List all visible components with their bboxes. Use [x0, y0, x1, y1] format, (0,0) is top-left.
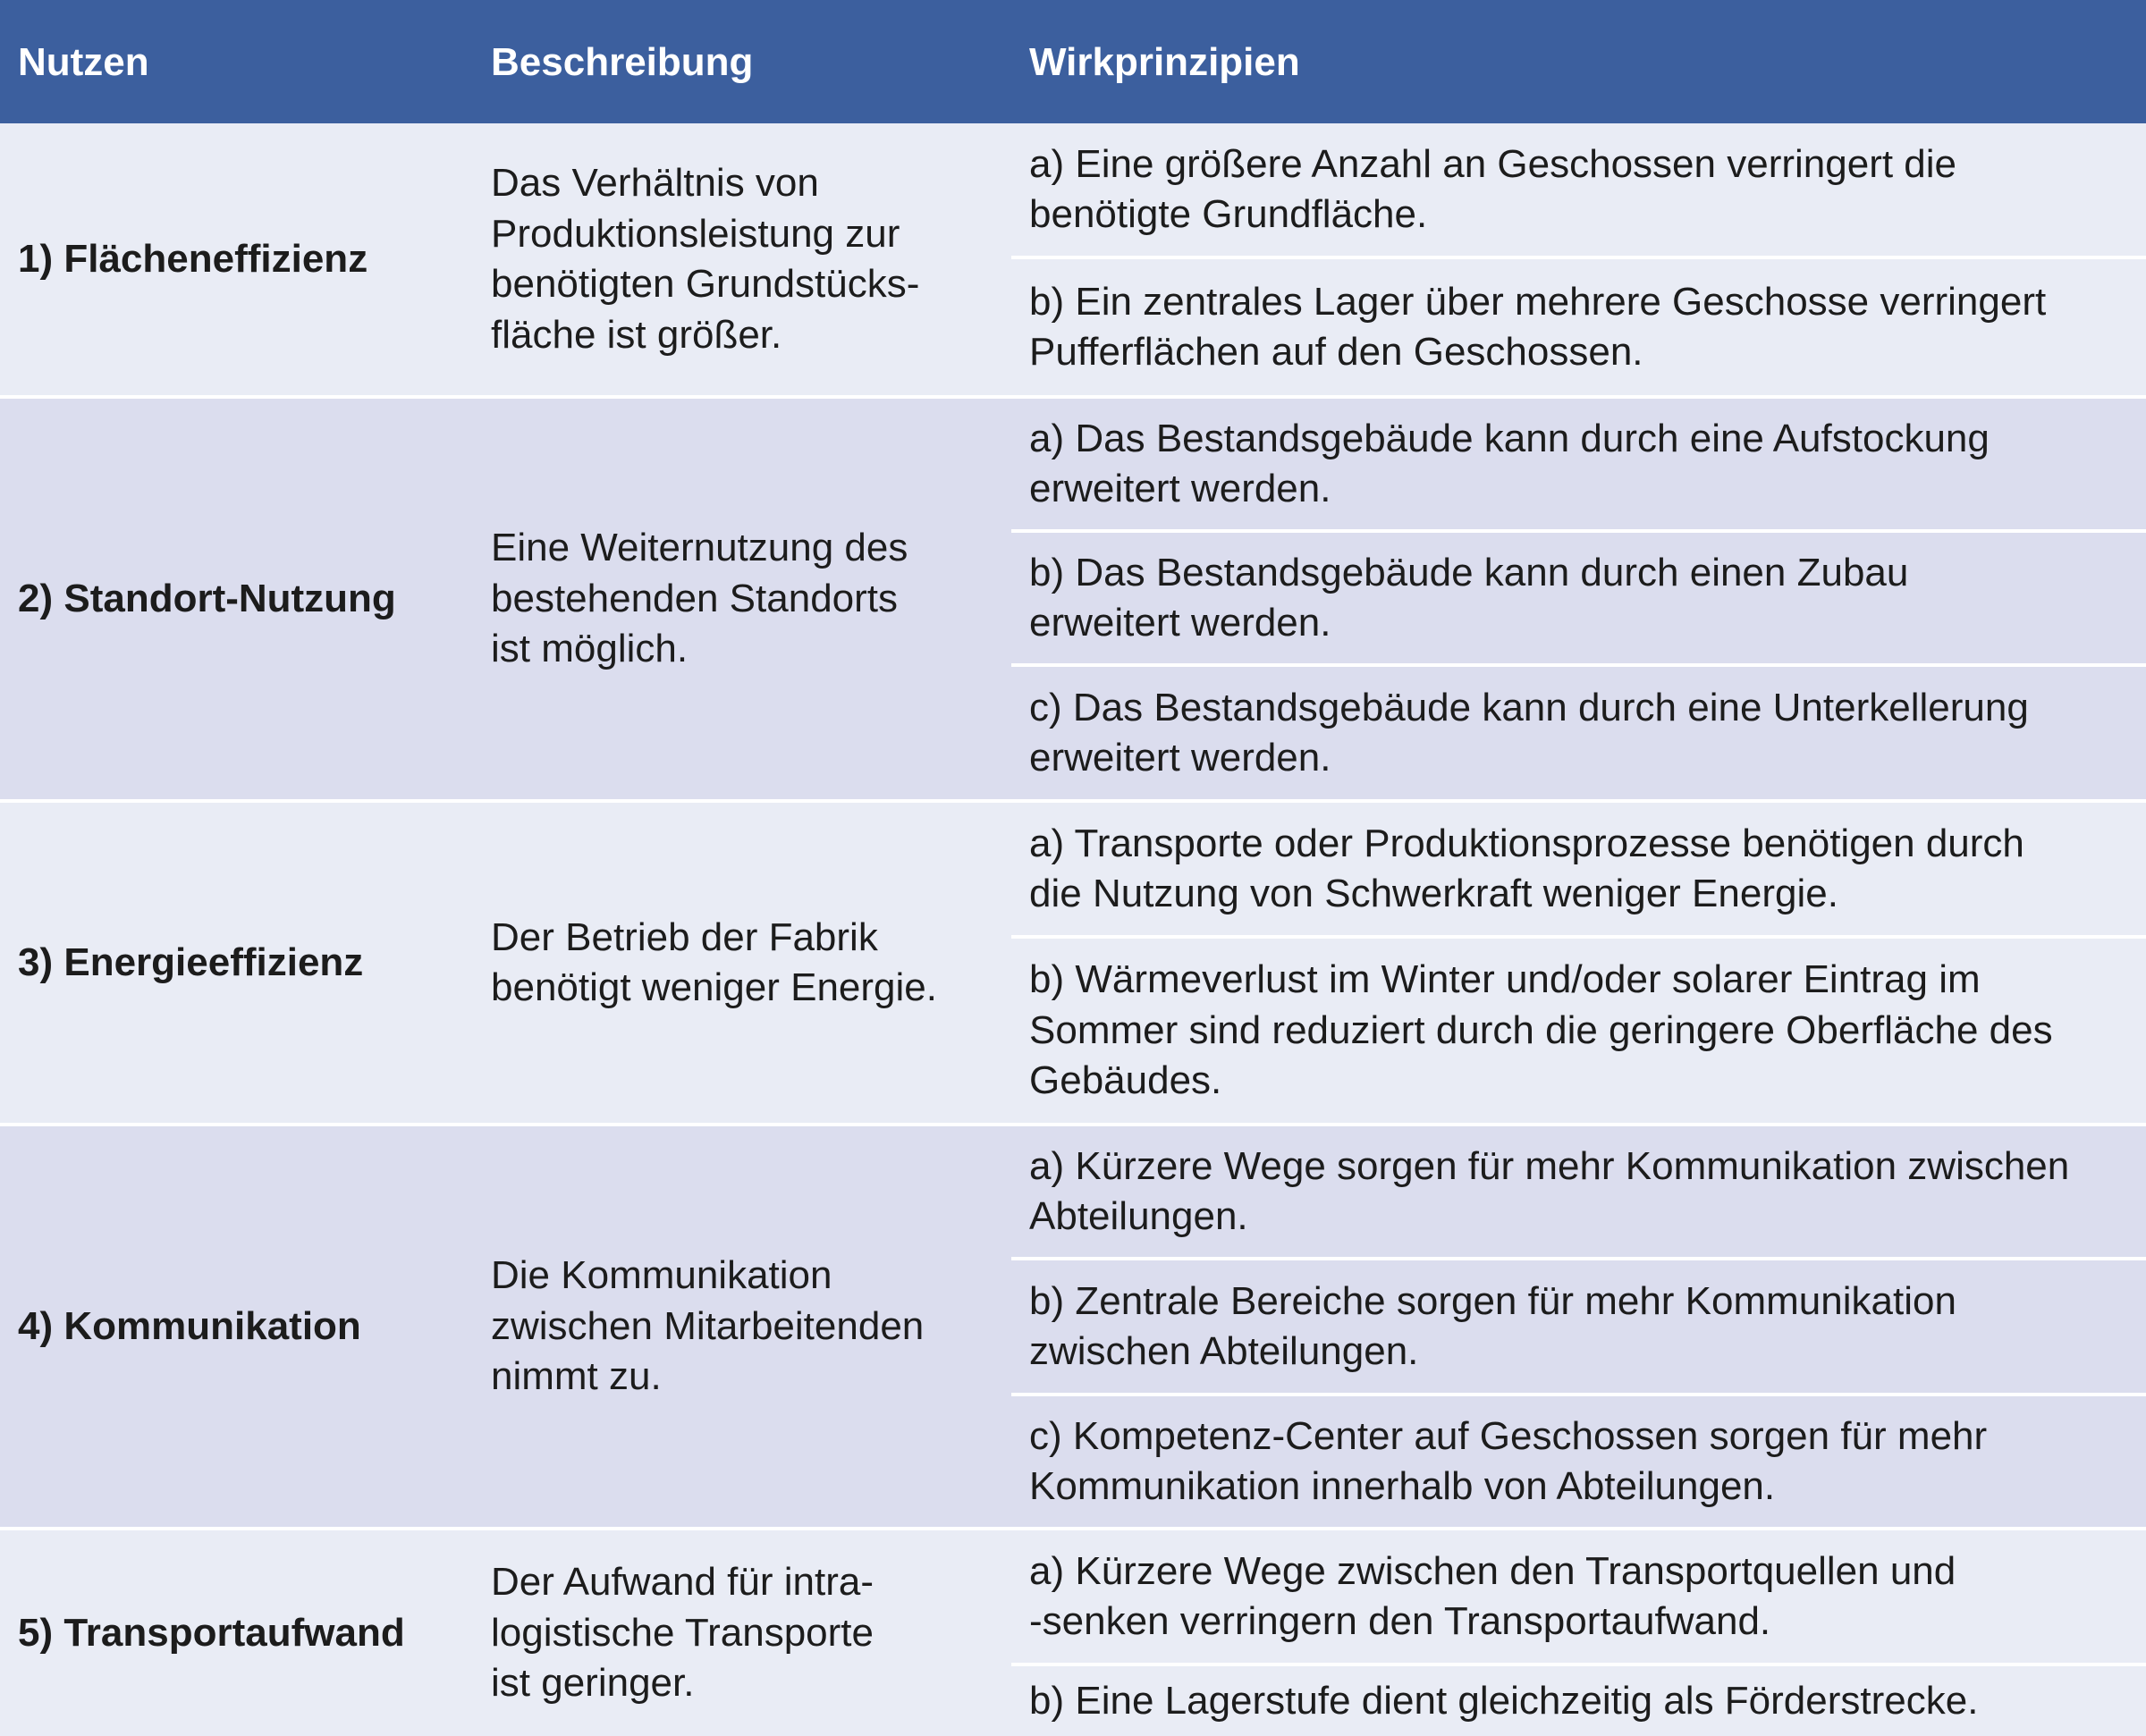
principle-text: a) Transporte oder Produktionsprozesse benötigen durch die Nutzung von Schwerkraft weniger Energie. — [1029, 821, 2024, 915]
table-header — [0, 0, 2146, 123]
benefit-description — [491, 123, 974, 395]
principle-cell — [1011, 1666, 2146, 1736]
principle-cell — [1011, 939, 2146, 1123]
principle-text: a) Eine größere Anzahl an Geschossen verringert die benötigte Grundfläche. — [1029, 141, 1957, 236]
principle-cell — [1011, 123, 2146, 256]
principle-text: b) Das Bestandsgebäude kann durch einen Zubau erweitert werden. — [1029, 550, 1909, 645]
principle-cell — [1011, 1126, 2146, 1257]
header-beschreibung: Beschreibung — [491, 40, 754, 84]
description-text: Der Aufwand für intra- logistische Transporte ist geringer. — [491, 1560, 874, 1706]
benefit-label: 1) Flächeneffizienz — [18, 237, 368, 281]
principle-cell — [1011, 533, 2146, 663]
benefit-label: 4) Kommunikation — [18, 1304, 361, 1348]
principle-text: a) Das Bestandsgebäude kann durch eine Aufstockung erweitert werden. — [1029, 416, 1990, 510]
benefit-label: 5) Transportaufwand — [18, 1611, 405, 1655]
principle-text: a) Kürzere Wege zwischen den Transportquellen und -senken verringern den Transportaufwand. — [1029, 1548, 1956, 1643]
principle-text: b) Zentrale Bereiche sorgen für mehr Kommunikation zwischen Abteilungen. — [1029, 1278, 1956, 1373]
principle-text: c) Kompetenz-Center auf Geschossen sorgen für mehr Kommunikation innerhalb von Abteilungen. — [1029, 1413, 1988, 1508]
principle-text: b) Wärmeverlust im Winter und/oder solarer Eintrag im Sommer sind reduziert durch die geringere Oberfläche des Gebäudes. — [1029, 957, 2053, 1103]
principle-text: b) Eine Lagerstufe dient gleichzeitig als Förderstrecke. — [1029, 1678, 1979, 1723]
principle-cell — [1011, 1260, 2146, 1393]
principle-cell — [1011, 667, 2146, 799]
benefit-description — [491, 399, 974, 799]
benefit-description — [491, 803, 974, 1123]
benefit-description — [491, 1530, 974, 1736]
table-row — [0, 1126, 2146, 1527]
principle-cell — [1011, 1396, 2146, 1527]
benefit-label: 2) Standort-Nutzung — [18, 577, 396, 620]
principle-cell — [1011, 259, 2146, 395]
principle-text: c) Das Bestandsgebäude kann durch eine Unterkellerung erweitert werden. — [1029, 685, 2029, 780]
table-row — [0, 123, 2146, 395]
principle-cell — [1011, 399, 2146, 529]
description-text: Die Kommunikation zwischen Mitarbeitenden nimmt zu. — [491, 1253, 925, 1399]
table-row — [0, 803, 2146, 1123]
principle-text: a) Kürzere Wege sorgen für mehr Kommunikation zwischen Abteilungen. — [1029, 1143, 2070, 1238]
benefit-description — [491, 1126, 974, 1527]
description-text: Der Betrieb der Fabrik benötigt weniger Energie. — [491, 914, 937, 1009]
principle-text: b) Ein zentrales Lager über mehrere Geschosse verringert Pufferflächen auf den Geschossen. — [1029, 279, 2047, 374]
table-row — [0, 1530, 2146, 1736]
description-text: Eine Weiternutzung des bestehenden Standorts ist möglich. — [491, 526, 908, 671]
principle-cell — [1011, 1530, 2146, 1663]
table-row — [0, 399, 2146, 799]
principle-cell — [1011, 803, 2146, 935]
description-text: Das Verhältnis von Produktionsleistung zur benötigten Grundstücks- fläche ist größer. — [491, 161, 920, 357]
benefit-label: 3) Energieeffizienz — [18, 940, 364, 984]
header-nutzen: Nutzen — [18, 40, 149, 84]
header-wirkprinzipien: Wirkprinzipien — [1029, 40, 1300, 84]
